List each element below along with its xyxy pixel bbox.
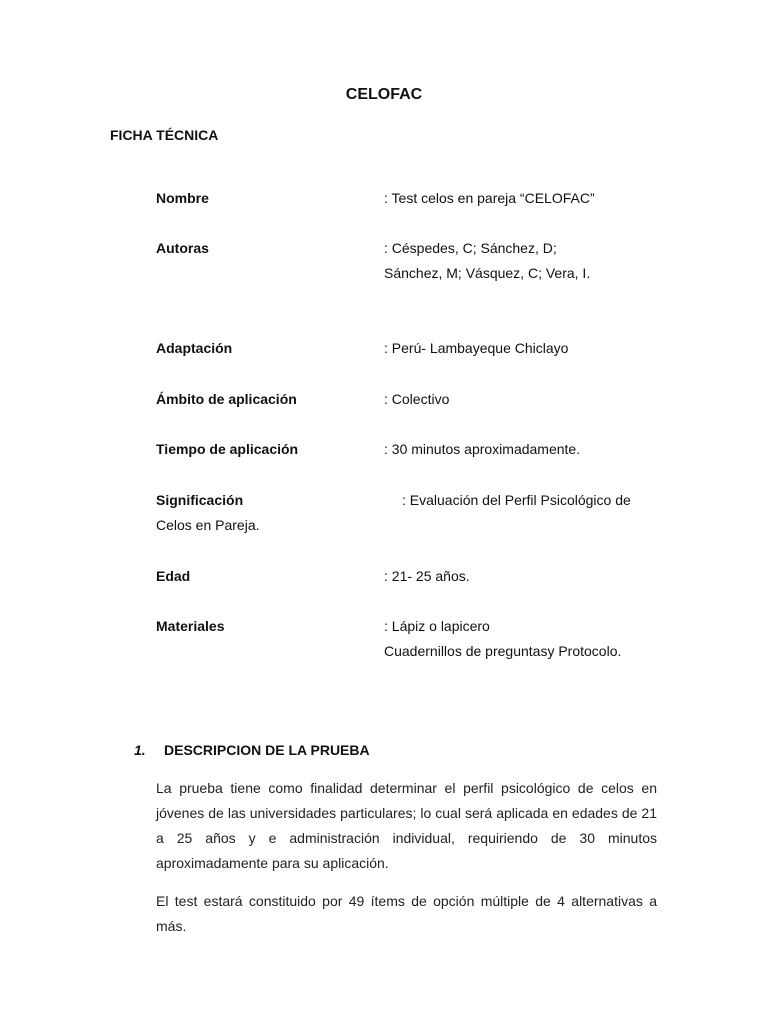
field-value: : 30 minutos aproximadamente.	[384, 441, 581, 457]
field-value-line: : Lápiz o lapicero	[384, 618, 490, 634]
field-label: Significación	[156, 492, 244, 508]
field-label: Ámbito de aplicación	[156, 391, 297, 407]
document-subtitle: FICHA TÉCNICA	[110, 127, 219, 143]
field-value: : 21- 25 años.	[384, 568, 470, 584]
field-label: Materiales	[156, 618, 225, 634]
paragraph: La prueba tiene como finalidad determinar el perfil psicológico de celos en jóvenes de las universidades particulares; lo cual será aplicada en edades de 21 a 25 años y e administración individual, requiriendo de 30 minutos aproximadamente para su aplicación.	[156, 780, 657, 871]
field-value	[384, 614, 621, 664]
field-value-line: Sánchez, M; Vásquez, C; Vera, I.	[384, 265, 591, 281]
field-value: : Evaluación del Perfil Psicológico de	[402, 492, 631, 508]
field-value: : Colectivo	[384, 391, 450, 407]
field-value-continuation: Celos en Pareja.	[156, 517, 260, 533]
field-label: Autoras	[156, 240, 209, 256]
field-value: : Test celos en pareja “CELOFAC”	[384, 190, 595, 206]
field-label: Adaptación	[156, 340, 233, 356]
section-number: 1.	[134, 742, 146, 758]
field-value-line: Cuadernillos de preguntasy Protocolo.	[384, 643, 622, 659]
field-value-line: : Céspedes, C; Sánchez, D;	[384, 240, 557, 256]
paragraph: El test estará constituido por 49 ítems de opción múltiple de 4 alternativas a más.	[156, 893, 657, 934]
section-heading	[134, 742, 370, 758]
document-title: CELOFAC	[345, 86, 423, 103]
field-label: Nombre	[156, 190, 209, 206]
field-value: : Perú- Lambayeque Chiclayo	[384, 340, 569, 356]
field-value	[384, 236, 590, 286]
field-label: Tiempo de aplicación	[156, 441, 299, 457]
section-title: DESCRIPCION DE LA PRUEBA	[164, 742, 370, 758]
field-label: Edad	[156, 568, 191, 584]
